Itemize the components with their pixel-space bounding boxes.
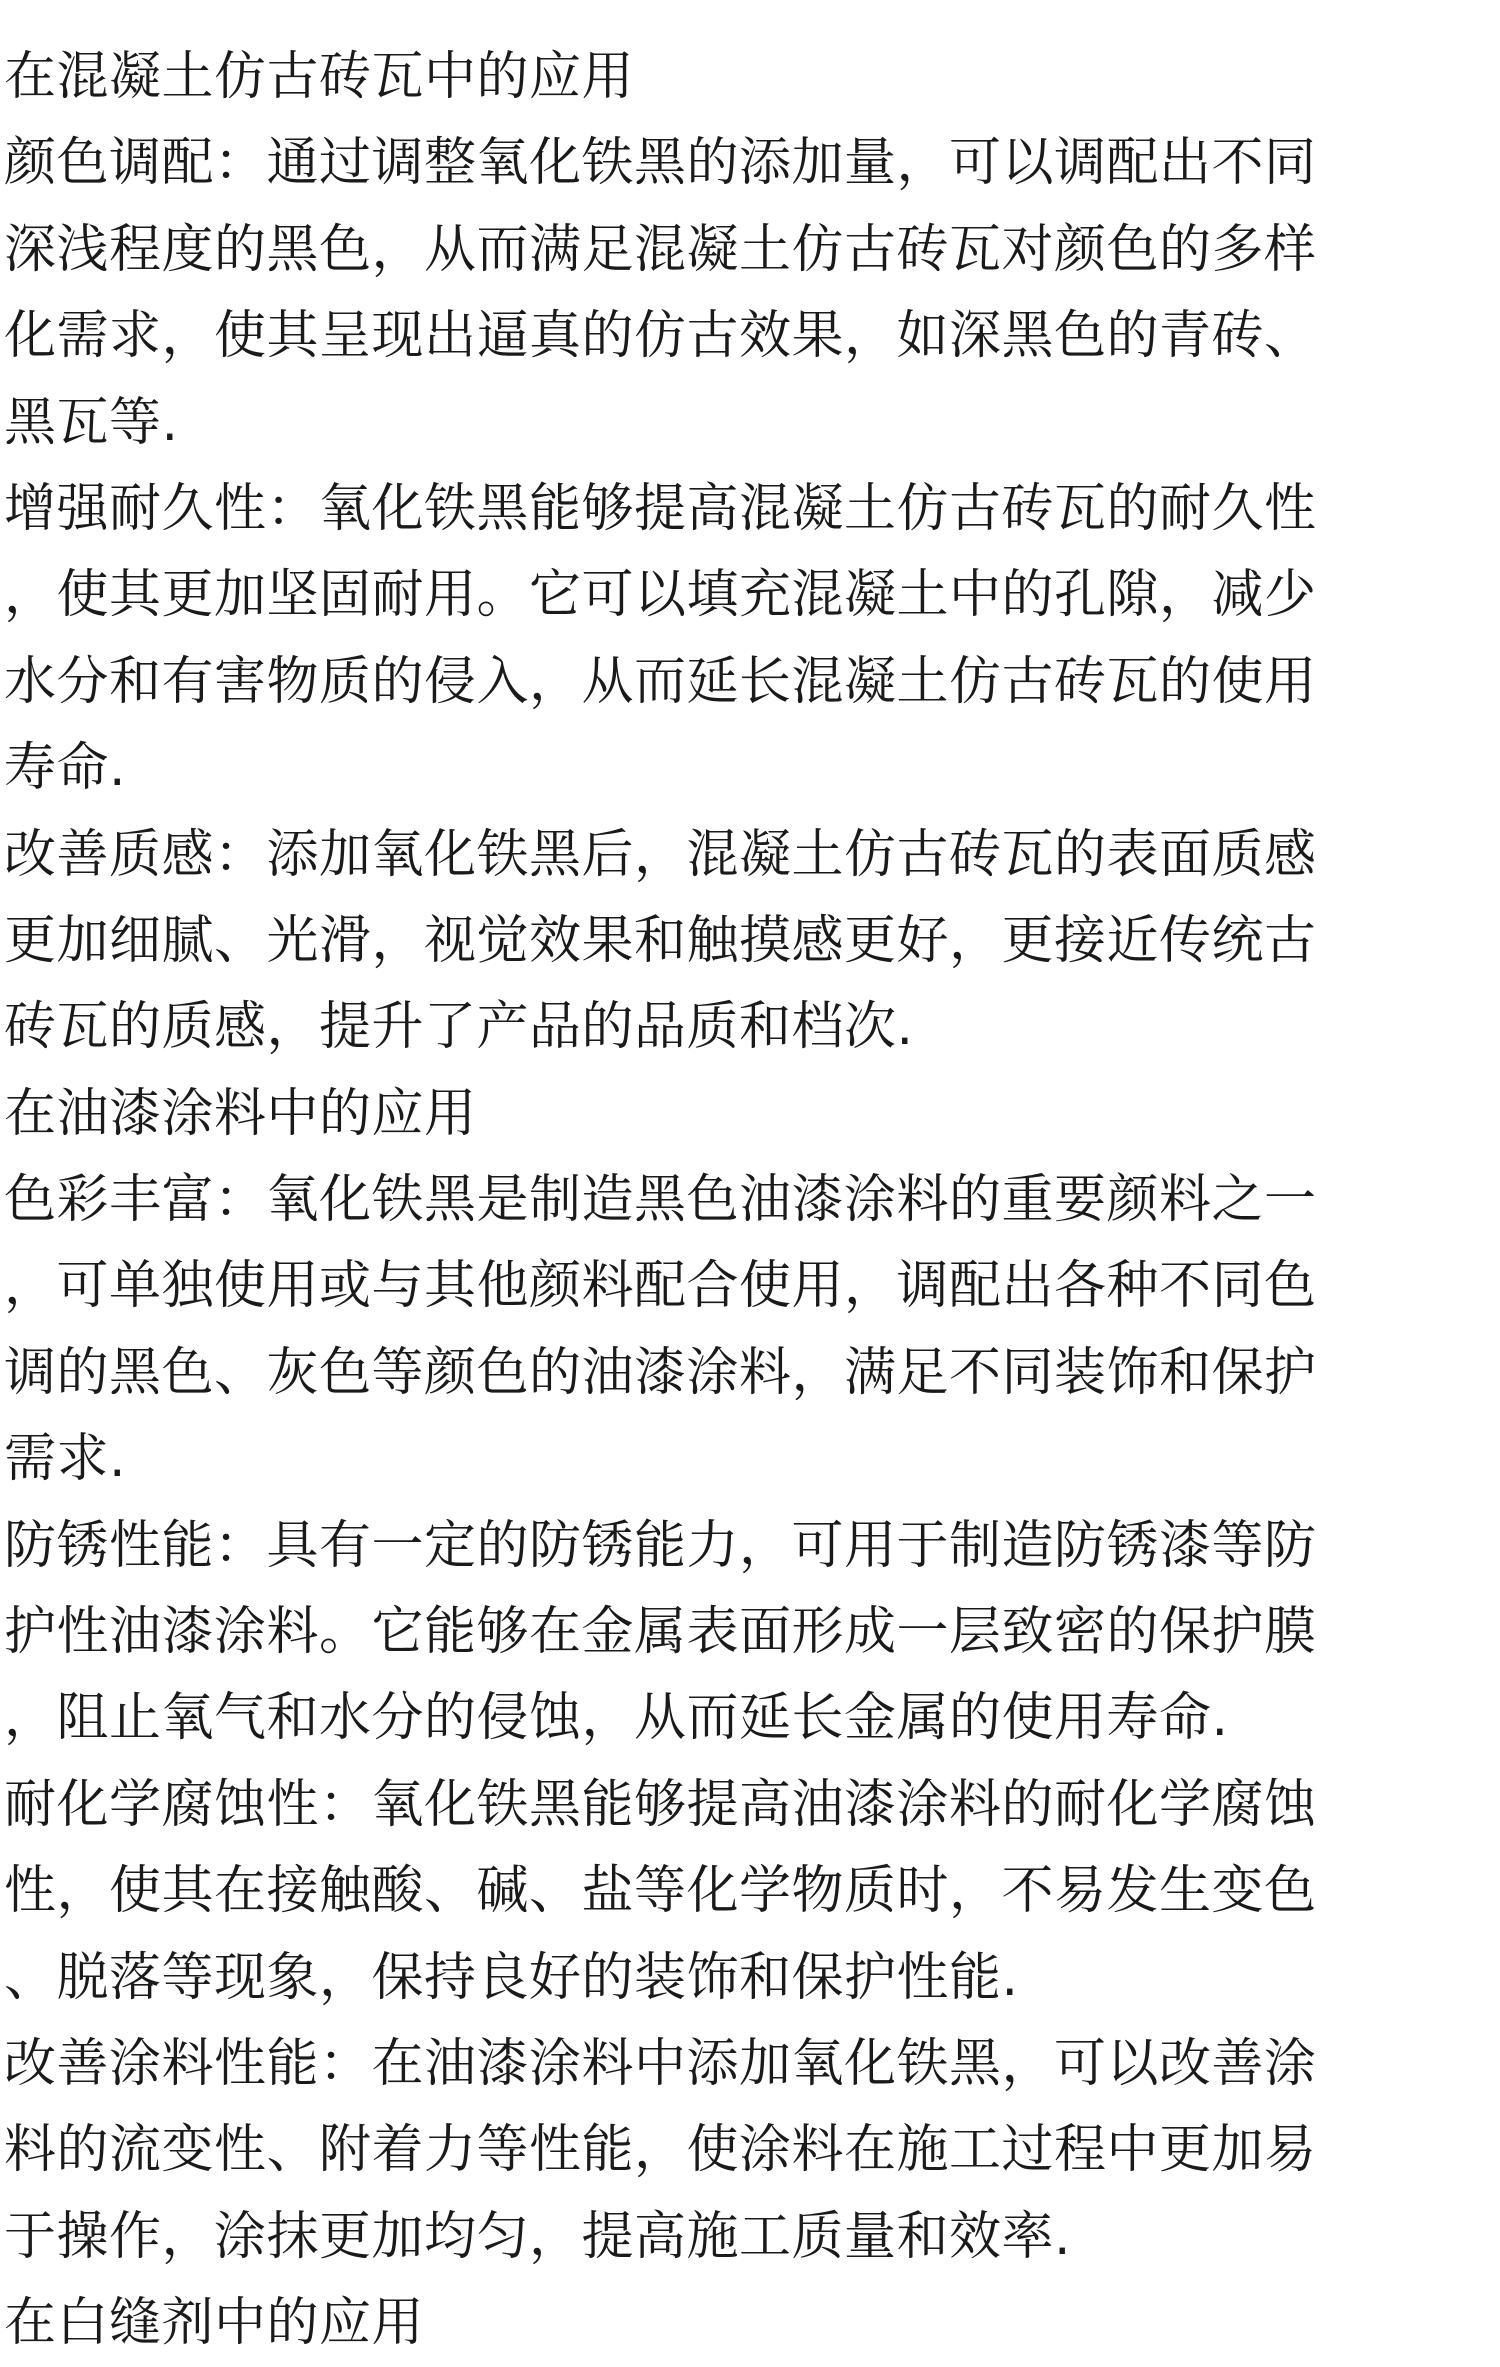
section-heading: 在油漆涂料中的应用 <box>4 1083 477 1144</box>
paragraph-line: 色彩丰富：氧化铁黑是制造黑色油漆涂料的重要颜料之一 <box>4 1170 1317 1231</box>
paragraph-line: 改善涂料性能：在油漆涂料中添加氧化铁黑，可以改善涂 <box>4 2033 1317 2094</box>
paragraph-line: ，使其更加坚固耐用。它可以填充混凝土中的孔隙，减少 <box>4 565 1317 626</box>
paragraph-line: 增强耐久性：氧化铁黑能够提高混凝土仿古砖瓦的耐久性 <box>4 478 1317 539</box>
paragraph-line: 护性油漆涂料。它能够在金属表面形成一层致密的保护膜 <box>4 1602 1317 1663</box>
paragraph-line: ，可单独使用或与其他颜料配合使用，调配出各种不同色 <box>4 1256 1317 1317</box>
paragraph-line: 水分和有害物质的侵入，从而延长混凝土仿古砖瓦的使用 <box>4 651 1317 712</box>
paragraph-line: 化需求，使其呈现出逼真的仿古效果，如深黑色的青砖、 <box>4 306 1317 367</box>
paragraph-line: 防锈性能：具有一定的防锈能力，可用于制造防锈漆等防 <box>4 1515 1317 1576</box>
paragraph-line: 砖瓦的质感，提升了产品的品质和档次. <box>4 997 914 1058</box>
paragraph-line: 更加细腻、光滑，视觉效果和触摸感更好，更接近传统古 <box>4 910 1317 971</box>
paragraph-line: 耐化学腐蚀性：氧化铁黑能够提高油漆涂料的耐化学腐蚀 <box>4 1774 1317 1835</box>
paragraph-line: 料的流变性、附着力等性能，使涂料在施工过程中更加易 <box>4 2120 1317 2181</box>
paragraph-line: ，阻止氧气和水分的侵蚀，从而延长金属的使用寿命. <box>4 1688 1229 1749</box>
section-heading: 在混凝土仿古砖瓦中的应用 <box>4 47 635 107</box>
paragraph-line: 、脱落等现象，保持良好的装饰和保护性能. <box>4 1947 1019 2008</box>
paragraph-line: 性，使其在接触酸、碱、盐等化学物质时，不易发生变色 <box>4 1861 1317 1922</box>
paragraph-line: 需求. <box>4 1429 127 1490</box>
paragraph-line: 改善质感：添加氧化铁黑后，混凝土仿古砖瓦的表面质感 <box>4 824 1317 885</box>
paragraph-line: 黑瓦等. <box>4 392 179 453</box>
paragraph-line: 于操作，涂抹更加均匀，提高施工质量和效率. <box>4 2206 1072 2267</box>
paragraph-line: 调的黑色、灰色等颜色的油漆涂料，满足不同装饰和保护 <box>4 1342 1317 1403</box>
section-heading: 在白缝剂中的应用 <box>4 2293 425 2354</box>
paragraph-line: 深浅程度的黑色，从而满足混凝土仿古砖瓦对颜色的多样 <box>4 219 1317 280</box>
paragraph-line: 颜色调配：通过调整氧化铁黑的添加量，可以调配出不同 <box>4 133 1317 194</box>
paragraph-line: 寿命. <box>4 738 127 799</box>
